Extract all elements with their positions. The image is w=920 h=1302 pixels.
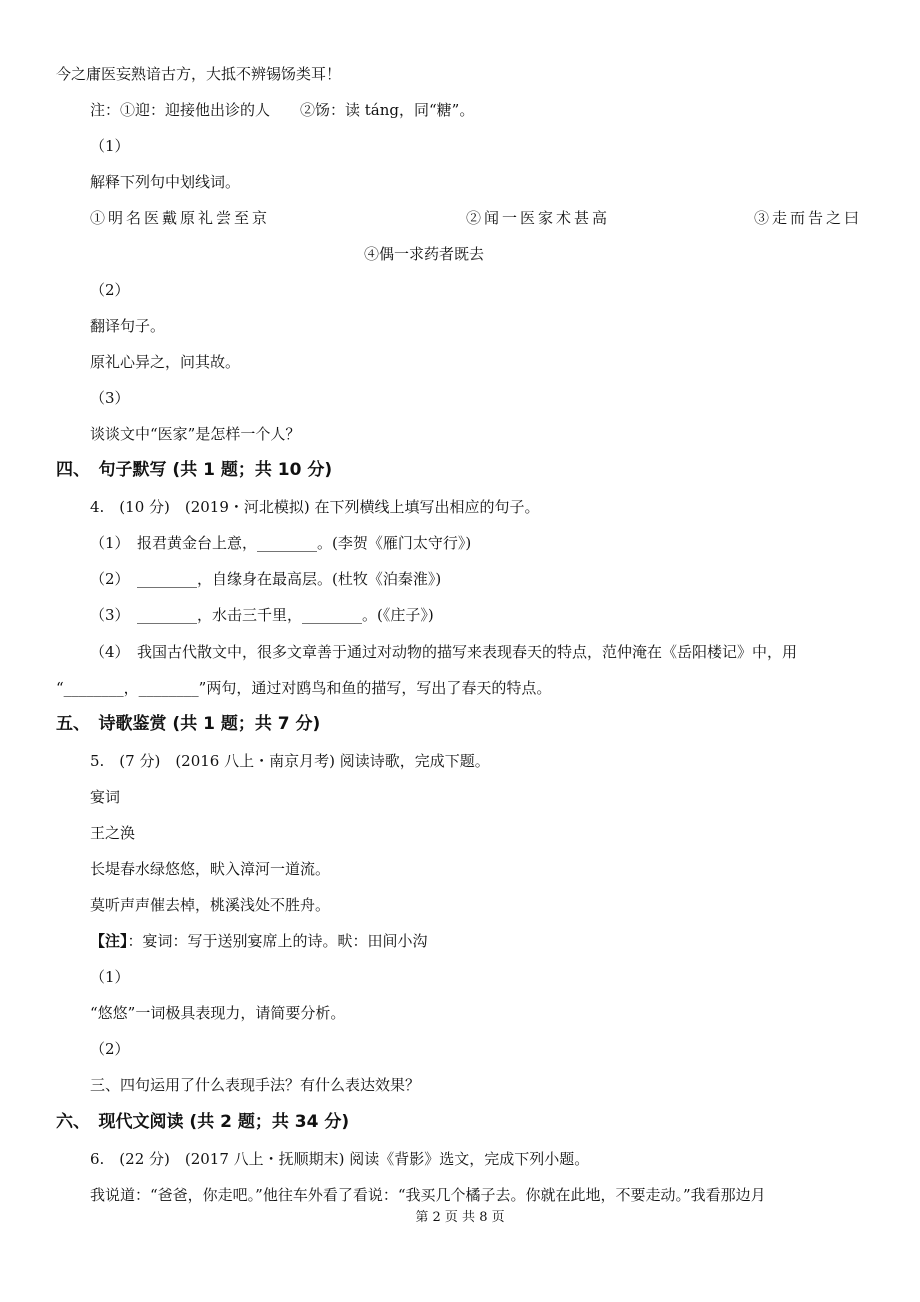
poem-title: 宴词	[90, 788, 121, 806]
question-number: （2）	[90, 1040, 130, 1058]
question-intro: 4. (10 分) (2019・河北模拟) 在下列横线上填写出相应的句子。	[90, 498, 540, 516]
question-text: 三、四句运用了什么表现手法？有什么表达效果？	[90, 1076, 421, 1094]
question-text: 翻译句子。	[90, 317, 166, 335]
vocab-item-1: ①明名医戴原礼尝至京	[90, 209, 271, 227]
question-text: 谈谈文中“医家”是怎样一个人？	[90, 425, 301, 443]
sentence-to-translate: 原礼心异之，问其故。	[90, 353, 241, 371]
passage-last-line: 今之庸医妄熟谙古方，大抵不辨锡饧类耳！	[56, 65, 342, 83]
passage-note: 注：①迎：迎接他出诊的人 ②饧：读 táng，同“糖”。	[90, 101, 475, 119]
section-heading: 四、 句子默写 (共 1 题；共 10 分)	[56, 460, 333, 480]
fill-blank-item-4: （4） 我国古代散文中，很多文章善于通过对动物的描写来表现春天的特点，范仲淹在《岳阳楼记》中，用	[90, 643, 798, 661]
note-label: 【注】	[90, 932, 128, 950]
note-text: ：宴词：写于送别宴席上的诗。畎：田间小沟	[127, 932, 428, 950]
poem-note	[90, 930, 428, 952]
question-number: （2）	[90, 281, 130, 299]
vocab-item-2: ②闻一医家术甚高	[466, 209, 611, 227]
question-number: （1）	[90, 137, 130, 155]
poem-line-1: 长堤春水绿悠悠，畎入漳河一道流。	[90, 860, 331, 878]
section-heading: 五、 诗歌鉴赏 (共 1 题；共 7 分)	[56, 714, 321, 734]
poem-author: 王之涣	[90, 824, 136, 842]
fill-blank-item-3: （3） ________，水击三千里，________。(《庄子》)	[90, 606, 434, 624]
section-heading: 六、 现代文阅读 (共 2 题；共 34 分)	[56, 1112, 350, 1132]
fill-blank-item-4-cont: “________，________”两句，通过对鸥鸟和鱼的描写，写出了春天的特点。	[56, 679, 552, 697]
question-text: 解释下列句中划线词。	[90, 173, 241, 191]
question-text: “悠悠”一词极具表现力，请简要分析。	[90, 1004, 346, 1022]
vocab-item-3: ③走而告之曰	[754, 209, 863, 227]
poem-line-2: 莫听声声催去棹，桃溪浅处不胜舟。	[90, 896, 331, 914]
question-intro: 5. (7 分) (2016 八上・南京月考) 阅读诗歌，完成下题。	[90, 752, 490, 770]
page-number: 第 2 页 共 8 页	[415, 1210, 505, 1225]
vocab-item-4: ④偶一求药者既去	[364, 245, 485, 263]
reading-paragraph: 我说道：“爸爸，你走吧。”他往车外看了看说：“我买几个橘子去。你就在此地，不要走动。”我看那边月	[90, 1186, 766, 1204]
fill-blank-item-1: （1） 报君黄金台上意，________。(李贺《雁门太守行》)	[90, 534, 472, 552]
question-intro: 6. (22 分) (2017 八上・抚顺期末) 阅读《背影》选文，完成下列小题。	[90, 1150, 590, 1168]
question-number: （1）	[90, 968, 130, 986]
question-number: （3）	[90, 389, 130, 407]
fill-blank-item-2: （2） ________，自缘身在最高层。(杜牧《泊秦淮》)	[90, 570, 442, 588]
